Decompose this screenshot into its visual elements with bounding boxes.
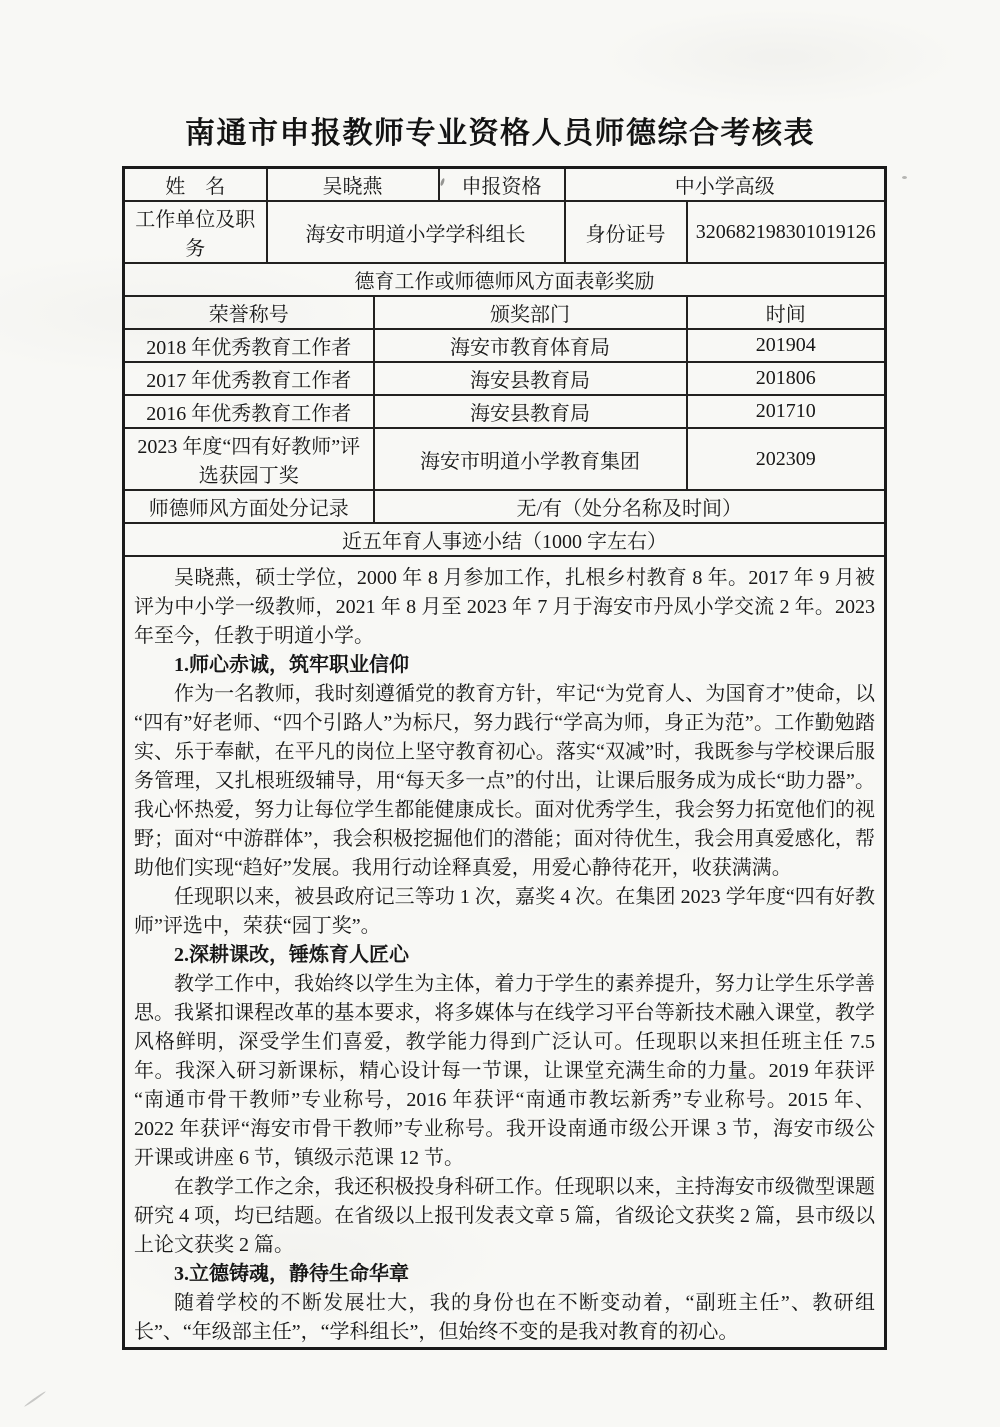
award-title-cell: 2017 年优秀教育工作者	[124, 362, 374, 395]
summary-heading-1: 1.师心赤诚，筑牢职业信仰	[174, 654, 409, 676]
summary-heading-2: 2.深耕课改，锤炼育人匠心	[174, 944, 409, 966]
summary-paragraph: 任现职以来，被县政府记三等功 1 次，嘉奖 4 次。在集团 2023 学年度“四有好教师”评选中，荣获“园丁奖”。	[134, 886, 875, 937]
award-dept-cell: 海安县教育局	[374, 362, 687, 395]
name-value-cell: 吴晓燕	[267, 168, 439, 202]
award-time-cell: 202309	[687, 428, 886, 490]
scan-speck	[24, 1391, 46, 1408]
col-header-time: 时间	[687, 296, 886, 329]
assessment-form-table	[122, 166, 887, 1350]
award-row	[124, 362, 886, 395]
award-dept-cell: 海安市明道小学教育集团	[374, 428, 687, 490]
award-title-cell: 2023 年度“四有好教师”评选获园丁奖	[124, 428, 374, 490]
col-header-honor-title: 荣誉称号	[124, 296, 374, 329]
summary-body-cell	[124, 556, 886, 1349]
summary-paragraph: 教学工作中，我始终以学生为主体，着力于学生的素养提升，努力让学生乐学善思。我紧扣课程改革的基本要求，将多媒体与在线学习平台等新技术融入课堂，教学风格鲜明，深受学生们喜爱，教学能力得到广泛认可。任现职以来担任班主任 7.5 年。我深入研习新课标，精心设计每一节课，让课堂充满生命的力量。2019 年获评“南通市骨干教师”专业称号，2016 年获评“南通市教坛新秀”专业称号。2015 年、2022 年获评“海安市骨干教师”专业称号。我开设南通市级公开课 3 节，海安市级公开课或讲座 6 节，镇级示范课 12 节。	[134, 973, 875, 1169]
work-unit-label-cell: 工作单位及职务	[124, 201, 267, 263]
row-summary-header	[124, 523, 886, 556]
award-time-cell: 201904	[687, 329, 886, 362]
summary-paragraph: 在教学工作之余，我还积极投身科研工作。任现职以来，主持海安市级微型课题研究 4 项，均已结题。在省级以上报刊发表文章 5 篇，省级论文获奖 2 篇，县市级以上论文获奖 2 篇。	[134, 1176, 875, 1256]
qualification-value-cell: 中小学高级	[565, 168, 886, 202]
work-unit-value-cell: 海安市明道小学学科组长	[267, 201, 565, 263]
page-title: 南通市申报教师专业资格人员师德综合考核表	[185, 117, 815, 150]
award-title-cell: 2016 年优秀教育工作者	[124, 395, 374, 428]
award-dept-cell: 海安市教育体育局	[374, 329, 687, 362]
award-dept-cell: 海安县教育局	[374, 395, 687, 428]
scan-speck	[902, 176, 907, 179]
summary-paragraph: 吴晓燕，硕士学位，2000 年 8 月参加工作，扎根乡村教育 8 年。2017 年 9 月被评为中小学一级教师，2021 年 8 月至 2023 年 7 月于海安市丹凤小学交流 2 年。2023 年至今，任教于明道小学。	[134, 567, 875, 647]
award-title-cell: 2018 年优秀教育工作者	[124, 329, 374, 362]
summary-section-header: 近五年育人事迹小结（1000 字左右）	[124, 523, 886, 556]
id-value-cell: 320682198301019126	[687, 201, 886, 263]
name-label-cell: 姓 名	[124, 168, 267, 202]
row-work-unit	[124, 201, 886, 263]
award-row	[124, 428, 886, 490]
summary-paragraph: 作为一名教师，我时刻遵循党的教育方针，牢记“为党育人、为国育才”使命，以“四有”好老师、“四个引路人”为标尺，努力践行“学高为师，身正为范”。工作勤勉踏实、乐于奉献，在平凡的岗位上坚守教育初心。落实“双减”时，我既参与学校课后服务管理，又扎根班级辅导，用“每天多一点”的付出，让课后服务成为成长“助力器”。我心怀热爱，努力让每位学生都能健康成长。面对优秀学生，我会努力拓宽他们的视野；面对“中游群体”，我会积极挖掘他们的潜能；面对待优生，我会用真爱感化，帮助他们实现“趋好”发展。我用行动诠释真爱，用爱心静待花开，收获满满。	[134, 683, 875, 879]
row-awards-columns	[124, 296, 886, 329]
awards-section-header: 德育工作或师德师风方面表彰奖励	[124, 263, 886, 296]
award-time-cell: 201806	[687, 362, 886, 395]
col-header-award-dept: 颁奖部门	[374, 296, 687, 329]
row-awards-header	[124, 263, 886, 296]
award-row	[124, 395, 886, 428]
row-discipline-record	[124, 490, 886, 523]
award-row	[124, 329, 886, 362]
discipline-value-cell: 无/有（处分名称及时间）	[374, 490, 886, 523]
summary-heading-3: 3.立德铸魂，静待生命华章	[174, 1263, 409, 1285]
discipline-label-cell: 师德师风方面处分记录	[124, 490, 374, 523]
row-summary-body	[124, 556, 886, 1349]
award-time-cell: 201710	[687, 395, 886, 428]
summary-paragraph: 随着学校的不断发展壮大，我的身份也在不断变动着，“副班主任”、教研组长”、“年级部主任”，“学科组长”，但始终不变的是我对教育的初心。	[134, 1292, 875, 1343]
row-name	[124, 168, 886, 202]
qualification-label-cell: 申报资格	[439, 168, 565, 202]
id-label-cell: 身份证号	[565, 201, 687, 263]
